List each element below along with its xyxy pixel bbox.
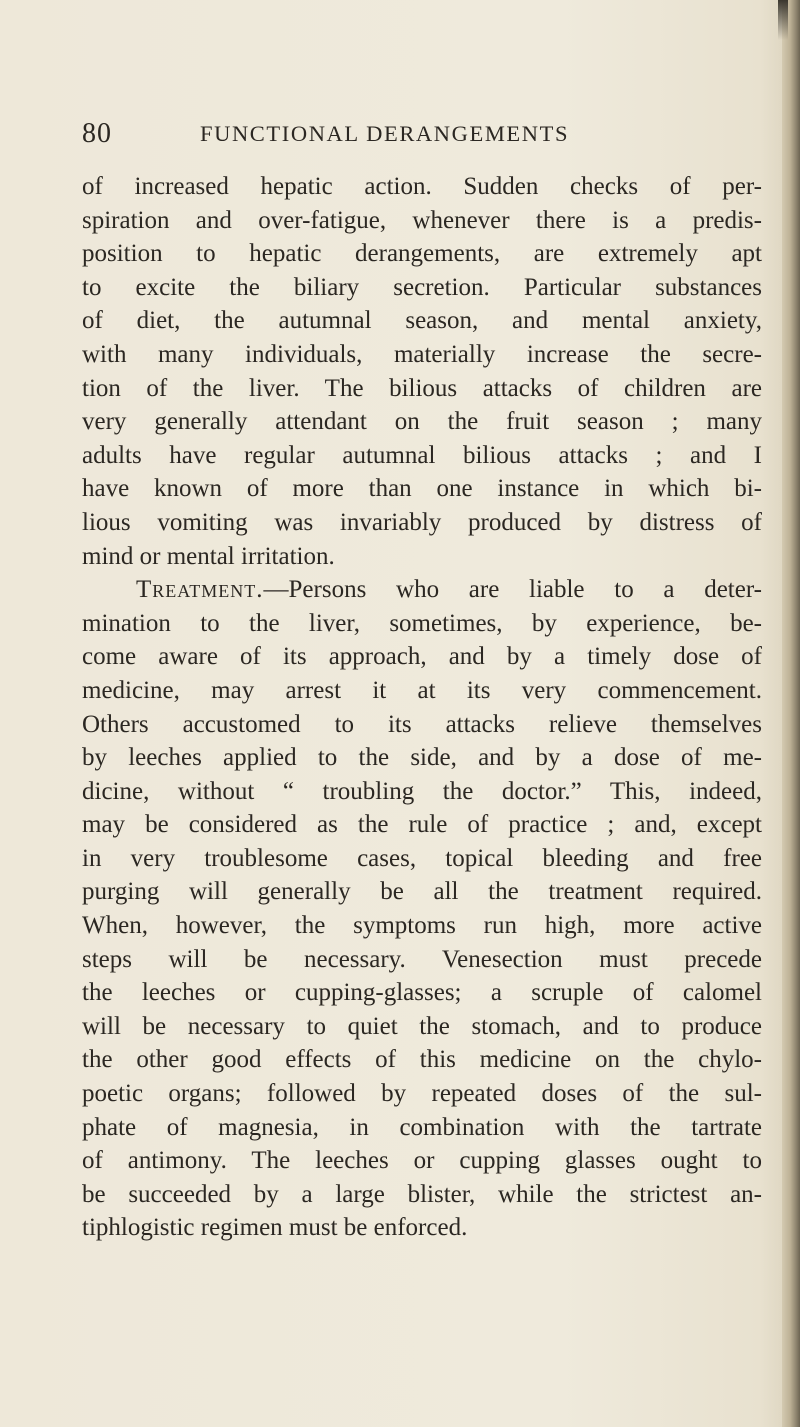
- text-line: medicine, may arrest it at its very commencement.: [82, 676, 762, 704]
- text-line: will be necessary to quiet the stomach, and to produce: [82, 1012, 762, 1040]
- treatment-first-line-text: —Persons who are liable to a deter-: [263, 576, 762, 604]
- treatment-heading: Treatment.: [136, 576, 264, 604]
- text-line: come aware of its approach, and by a timely dose of: [82, 643, 762, 671]
- text-line: When, however, the symptoms run high, more active: [82, 912, 762, 940]
- text-line: with many individuals, materially increase the secre-: [82, 340, 762, 368]
- text-line: tion of the liver. The bilious attacks of children are: [82, 374, 762, 402]
- paragraph-1: [82, 170, 762, 573]
- page-header: [82, 118, 722, 154]
- text-line: Others accustomed to its attacks relieve themselves: [82, 710, 762, 738]
- text-line: be succeeded by a large blister, while the strictest an-: [82, 1180, 762, 1208]
- text-line: dicine, without “ troubling the doctor.” This, indeed,: [82, 777, 762, 805]
- text-line: the leeches or cupping-glasses; a scruple of calomel: [82, 979, 762, 1007]
- text-line: of diet, the autumnal season, and mental anxiety,: [82, 307, 762, 335]
- text-line: in very troublesome cases, topical bleeding and free: [82, 844, 762, 872]
- text-line: position to hepatic derangements, are extremely apt: [82, 240, 762, 268]
- text-line: may be considered as the rule of practice ; and, except: [82, 811, 762, 839]
- text-line: mind or mental irritation.: [82, 542, 335, 570]
- text-line: of antimony. The leeches or cupping glasses ought to: [82, 1147, 762, 1175]
- treatment-first-line: [82, 573, 762, 607]
- text-line: mination to the liver, sometimes, by experience, be-: [82, 609, 762, 637]
- text-line: the other good effects of this medicine on the chylo-: [82, 1046, 762, 1074]
- text-line: have known of more than one instance in which bi-: [82, 475, 762, 503]
- page-number: 80: [82, 118, 112, 149]
- text-line: by leeches applied to the side, and by a dose of me-: [82, 744, 762, 772]
- text-line: of increased hepatic action. Sudden checks of per-: [82, 173, 762, 200]
- body-text: [82, 170, 762, 1245]
- paragraph-2: [82, 573, 762, 1245]
- text-line: purging will generally be all the treatment required.: [82, 878, 762, 906]
- text-line: poetic organs; followed by repeated doses of the sul-: [82, 1080, 762, 1108]
- running-head: FUNCTIONAL DERANGEMENTS: [200, 121, 570, 146]
- text-line: to excite the biliary secretion. Particular substances: [82, 273, 762, 301]
- text-line: lious vomiting was invariably produced by distress of: [82, 508, 762, 536]
- text-line: tiphlogistic regimen must be enforced.: [82, 1214, 468, 1242]
- text-line: phate of magnesia, in combination with the tartrate: [82, 1113, 762, 1141]
- page-corner-shadow: [778, 0, 788, 40]
- page-binding-edge: [782, 0, 800, 1427]
- text-line: very generally attendant on the fruit season ; many: [82, 408, 762, 436]
- text-line: spiration and over-fatigue, whenever there is a predis-: [82, 206, 762, 234]
- text-line: steps will be necessary. Venesection must precede: [82, 945, 762, 973]
- text-line: adults have regular autumnal bilious attacks ; and I: [82, 441, 762, 469]
